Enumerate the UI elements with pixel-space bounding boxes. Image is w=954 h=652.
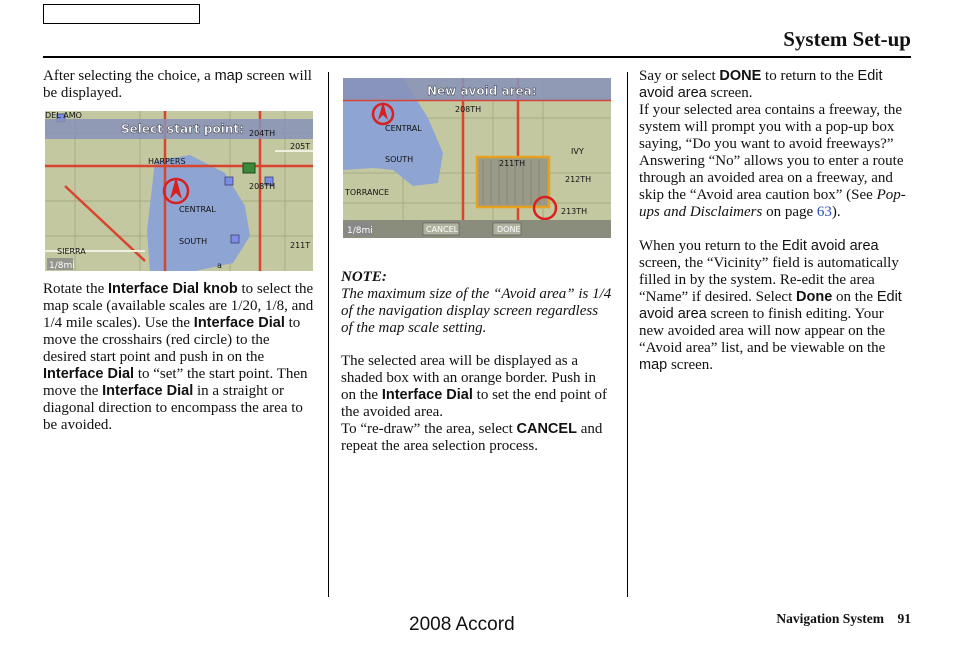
paragraph: After selecting the choice, a map screen will be displayed. <box>43 68 312 101</box>
svg-text:204TH: 204TH <box>249 129 276 138</box>
footer-model: 2008 Accord <box>409 614 515 635</box>
svg-text:TORRANCE: TORRANCE <box>345 188 390 197</box>
column-divider <box>627 72 628 597</box>
paragraph: Rotate the Interface Dial knob to select the map scale (available scales are 1/20, 1/8, and 1/4 mile scales). Use the Interface Dial to move the crosshairs (red circle) to the desired start point and push in on the Interface Dial to “set” the start point. Then move the Interface Dial in a straight or diagonal direction to encompass the area to be avoided. <box>43 281 314 433</box>
svg-text:IVY: IVY <box>571 147 584 156</box>
svg-text:SOUTH: SOUTH <box>179 237 208 246</box>
header-tab-box <box>43 4 200 24</box>
svg-text:212TH: 212TH <box>565 175 592 184</box>
note-text: The maximum size of the “Avoid area” is 1/4 of the navigation display screen regardless of the map scale setting. <box>341 286 612 336</box>
svg-text:DEL AMO: DEL AMO <box>45 111 82 120</box>
svg-text:208TH: 208TH <box>455 105 482 114</box>
svg-text:CENTRAL: CENTRAL <box>179 205 216 214</box>
page-number: 91 <box>897 611 911 626</box>
select-start-point-map-image <box>45 111 313 271</box>
map-cancel-label: CANCEL <box>426 225 459 234</box>
header-rule <box>43 56 911 58</box>
map-done-label: DONE <box>497 225 521 234</box>
svg-text:a: a <box>217 261 222 270</box>
new-avoid-area-map-image <box>343 78 611 238</box>
svg-text:SIERRA: SIERRA <box>57 247 86 256</box>
paragraph: The selected area will be displayed as a shaded box with an orange border. Push in on the Interface Dial to set the end point of the avoided area. <box>341 353 608 420</box>
column-3 <box>639 68 911 374</box>
column-divider <box>328 72 329 597</box>
svg-text:208TH: 208TH <box>249 182 276 191</box>
map-scale: 1/8mi <box>347 226 373 236</box>
svg-text:213TH: 213TH <box>561 207 588 216</box>
svg-text:211TH: 211TH <box>499 159 526 168</box>
column-1 <box>43 68 315 102</box>
svg-text:CENTRAL: CENTRAL <box>385 124 422 133</box>
note-label: NOTE: <box>341 269 387 285</box>
page-title: System Set-up <box>783 27 911 51</box>
map-banner: Select start point: <box>121 122 244 136</box>
paragraph: To “re-draw” the area, select CANCEL and repeat the area selection process. <box>341 421 603 454</box>
map-banner: New avoid area: <box>427 84 537 98</box>
column-1-body <box>43 281 315 434</box>
page-link[interactable]: 63 <box>816 204 832 220</box>
svg-text:SOUTH: SOUTH <box>385 155 414 164</box>
svg-text:HARPERS: HARPERS <box>148 157 186 166</box>
paragraph: When you return to the Edit avoid area screen, the “Vicinity” field is automatically filled in by the system. Re-edit the area “Name” if desired. Select Done on the Edit avoid area screen to finish editing. Your new avoided area will now appear on the “Avoid area” list, and be viewable on the map screen. <box>639 238 902 373</box>
footer-section: Navigation System 91 <box>776 611 911 626</box>
svg-text:211T: 211T <box>290 241 311 250</box>
paragraph: If your selected area contains a freeway, the system will prompt you with a pop-up box saying, “Do you want to avoid freeways?” Answering “No” allows you to enter a route through an avoided area on a freeway, and skip the “Avoid area caution box” (See Pop-ups and Disclaimers on page 63). <box>639 102 906 220</box>
map-scale: 1/8mi <box>49 261 75 271</box>
svg-text:205T: 205T <box>290 142 311 151</box>
column-2-body <box>341 269 613 455</box>
paragraph: Say or select DONE to return to the Edit avoid area screen. <box>639 68 883 101</box>
